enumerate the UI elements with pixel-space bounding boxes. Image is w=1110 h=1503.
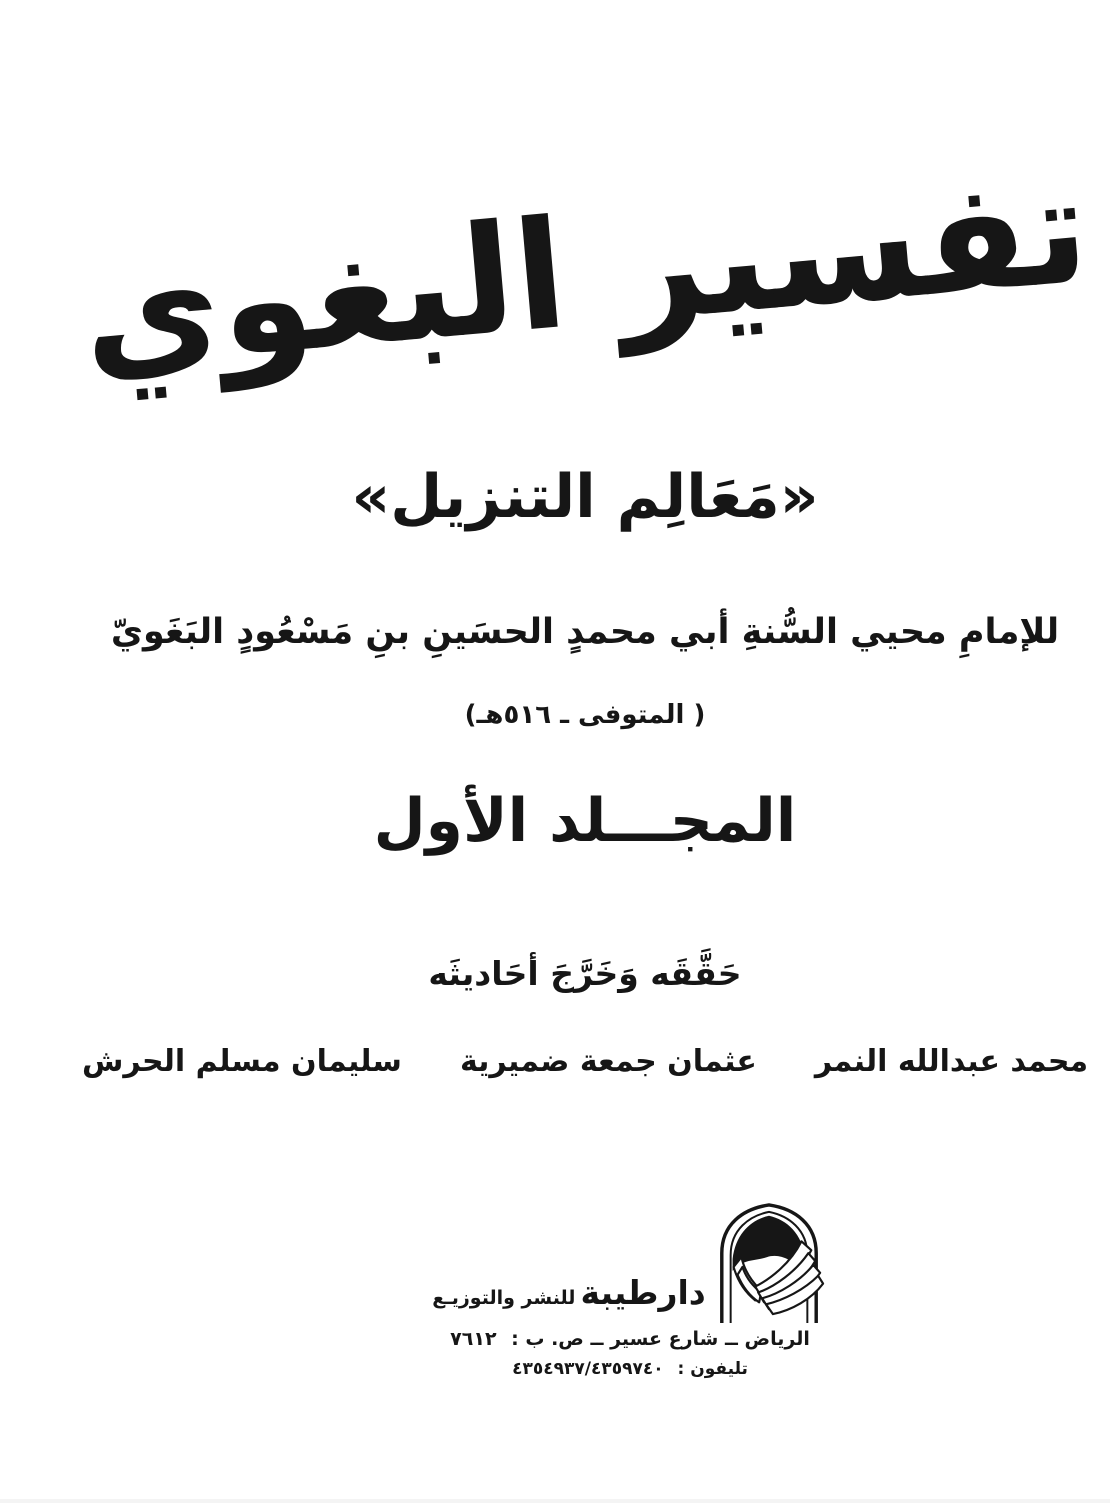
editor-name: عثمان جمعة ضميرية xyxy=(459,1044,757,1079)
editor-name: محمد عبدالله النمر xyxy=(814,1044,1089,1079)
publisher-phone xyxy=(512,1359,748,1379)
tahqiq-heading: حَقَّقَه وَخَرَّجَ أحَاديثَه xyxy=(428,954,742,993)
editor-name: سليمان مسلم الحرش xyxy=(81,1044,402,1079)
phone-numbers: ٤٣٥٤٩٣٧/٤٣٥٩٧٤٠ xyxy=(512,1359,664,1379)
death-note: ( المتوفى ـ ٥١٦هـ) xyxy=(464,700,706,730)
editors-row xyxy=(60,1044,1110,1079)
volume-title: المجـــلد الأول xyxy=(373,786,797,856)
publisher-block xyxy=(150,1198,1110,1379)
publisher-name-suffix: للنشر والتوزيـع xyxy=(432,1287,576,1309)
main-title: تفسير البغوي xyxy=(74,142,1096,404)
phone-label: تليفون : xyxy=(677,1359,748,1379)
publisher-name-bold: دارطيبة xyxy=(580,1273,706,1312)
publisher-logo-icon xyxy=(710,1198,828,1326)
address-label: الرياض ــ شارع عسير ــ ص. ب : xyxy=(511,1328,810,1350)
subtitle: «مَعَالِم التنزيل» xyxy=(351,462,819,532)
publisher-name xyxy=(432,1273,705,1326)
publisher-address xyxy=(450,1328,810,1350)
author-line: للإمامِ محيي السُّنةِ أبي محمدٍ الحسَينِ بنِ مَسْعُودٍ البَغَويّ xyxy=(110,612,1060,652)
publisher-row xyxy=(432,1198,827,1326)
po-box-number: ٧٦١٢ xyxy=(450,1328,497,1350)
